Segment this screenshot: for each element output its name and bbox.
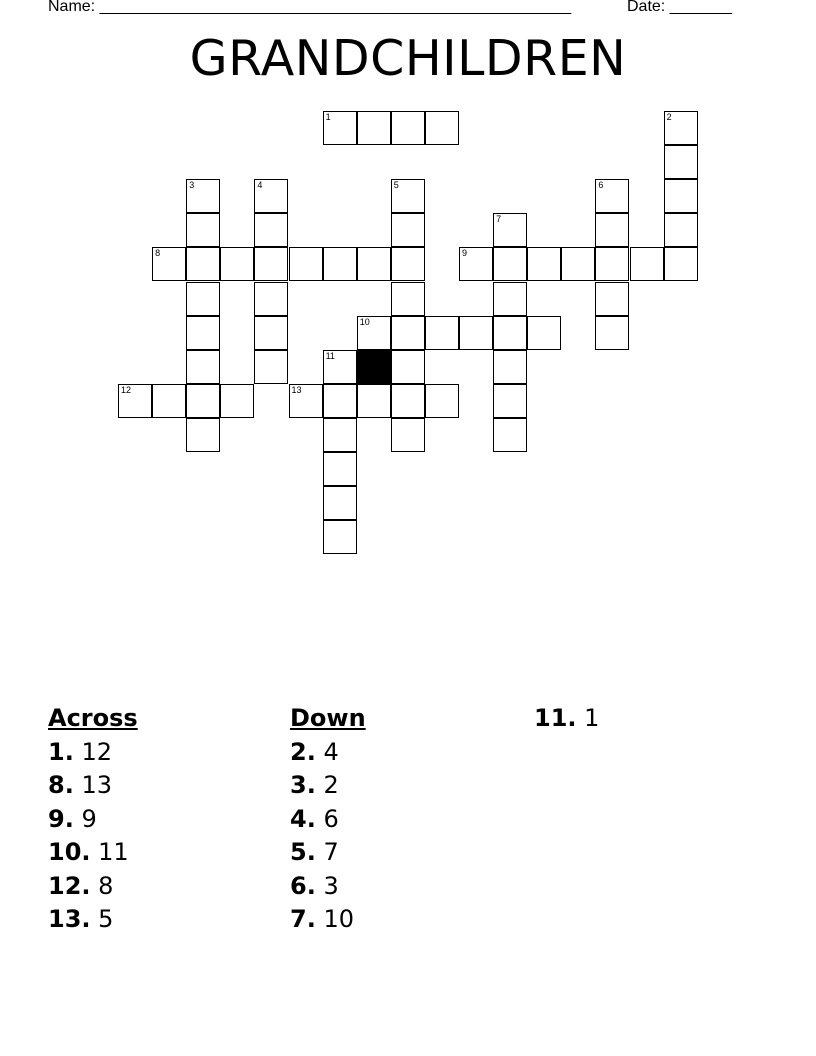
puzzle-title: GRANDCHILDREN — [189, 30, 627, 87]
clue-number: 8. — [48, 771, 74, 800]
grid-cell[interactable] — [323, 486, 357, 520]
grid-cell[interactable] — [391, 350, 425, 384]
cell-number: 7 — [496, 214, 502, 225]
grid-cell[interactable] — [220, 247, 254, 281]
grid-cell[interactable] — [595, 213, 629, 247]
grid-cell[interactable] — [391, 179, 425, 213]
grid-cell[interactable] — [425, 316, 459, 350]
grid-cell[interactable] — [323, 520, 357, 554]
clue-down-5 — [290, 836, 366, 869]
clue-text: 6 — [323, 804, 339, 833]
grid-cell[interactable] — [357, 247, 391, 281]
grid-cell[interactable] — [425, 384, 459, 418]
grid-cell[interactable] — [186, 247, 220, 281]
cell-number: 10 — [359, 316, 370, 327]
name-line: Name: _____________________________________________________ — [48, 0, 572, 15]
clue-text: 5 — [98, 904, 114, 933]
grid-cell[interactable] — [664, 111, 698, 145]
cell-number: 2 — [666, 112, 672, 122]
grid-cell[interactable] — [289, 247, 323, 281]
clue-number: 3. — [290, 771, 316, 800]
grid-cell[interactable] — [357, 316, 391, 350]
grid-cell[interactable] — [289, 384, 323, 418]
grid-cell[interactable] — [664, 145, 698, 179]
grid-cell[interactable] — [323, 350, 357, 384]
grid-cell[interactable] — [254, 316, 288, 350]
grid-cell[interactable] — [186, 316, 220, 350]
clue-text: 11 — [98, 838, 129, 867]
grid-cell[interactable] — [425, 111, 459, 145]
across-clues — [48, 703, 138, 936]
grid-cell[interactable] — [254, 179, 288, 213]
grid-cell[interactable] — [493, 282, 527, 316]
cell-number: 8 — [155, 248, 161, 259]
clue-text: 8 — [98, 871, 114, 900]
clue-down-2 — [290, 736, 366, 769]
grid-cell[interactable] — [664, 213, 698, 247]
grid-cell[interactable] — [254, 350, 288, 384]
clue-text: 1 — [584, 704, 600, 732]
clue-number: 5. — [290, 838, 316, 867]
clue-text: 13 — [81, 771, 113, 800]
cell-number: 1 — [325, 112, 331, 122]
down-heading: Down — [290, 704, 366, 732]
clue-down-4 — [290, 803, 366, 836]
grid-cell[interactable] — [323, 111, 357, 145]
clue-text: 7 — [323, 838, 339, 867]
grid-cell[interactable] — [595, 179, 629, 213]
grid-cell[interactable] — [630, 247, 664, 281]
clue-number: 6. — [290, 871, 316, 900]
clue-text: 3 — [323, 871, 339, 900]
grid-cell[interactable] — [391, 282, 425, 316]
cell-number: 11 — [325, 350, 335, 361]
grid-cell[interactable] — [527, 316, 561, 350]
clue-number: 1. — [48, 738, 74, 766]
clue-text: 12 — [81, 738, 113, 766]
grid-cell[interactable] — [391, 384, 425, 418]
clue-down-7 — [290, 903, 366, 936]
cell-number: 12 — [121, 384, 132, 395]
grid-cell[interactable] — [664, 179, 698, 213]
grid-cell[interactable] — [254, 213, 288, 247]
grid-cell[interactable] — [186, 350, 220, 384]
black-square — [357, 350, 391, 384]
clue-number: 13. — [48, 904, 91, 933]
clue-number: 12. — [48, 871, 91, 900]
grid-cell[interactable] — [527, 247, 561, 281]
date-line: Date: _______ — [627, 0, 732, 15]
clue-down-6 — [290, 870, 366, 903]
grid-cell[interactable] — [595, 247, 629, 281]
grid-cell[interactable] — [493, 247, 527, 281]
grid-cell[interactable] — [664, 247, 698, 281]
grid-cell[interactable] — [391, 316, 425, 350]
grid-cell[interactable] — [186, 282, 220, 316]
cell-number: 9 — [462, 248, 468, 259]
grid-cell[interactable] — [323, 452, 357, 486]
clue-number: 4. — [290, 804, 316, 833]
grid-cell[interactable] — [323, 418, 357, 452]
grid-cell[interactable] — [493, 384, 527, 418]
down-clues — [290, 703, 366, 936]
grid-cell[interactable] — [391, 418, 425, 452]
grid-cell[interactable] — [323, 247, 357, 281]
grid-cell[interactable] — [254, 247, 288, 281]
across-heading: Across — [48, 704, 138, 732]
grid-cell[interactable] — [595, 316, 629, 350]
cell-number: 6 — [598, 180, 604, 191]
grid-cell[interactable] — [357, 384, 391, 418]
grid-cell[interactable] — [186, 384, 220, 418]
grid-cell[interactable] — [561, 247, 595, 281]
grid-cell[interactable] — [493, 418, 527, 452]
grid-cell[interactable] — [152, 247, 186, 281]
clue-number: 2. — [290, 738, 316, 766]
cell-number: 13 — [291, 384, 302, 395]
down-clues-continued — [534, 703, 599, 736]
grid-cell[interactable] — [595, 282, 629, 316]
grid-cell[interactable] — [118, 384, 152, 418]
clue-text: 4 — [323, 738, 339, 766]
clue-down-3 — [290, 769, 366, 802]
grid-cell[interactable] — [220, 384, 254, 418]
grid-cell[interactable] — [186, 179, 220, 213]
grid-cell[interactable] — [459, 247, 493, 281]
grid-cell[interactable] — [493, 316, 527, 350]
grid-cell[interactable] — [493, 213, 527, 247]
grid-cell[interactable] — [391, 111, 425, 145]
clue-across-12 — [48, 870, 138, 903]
clue-across-13 — [48, 903, 138, 936]
clue-across-1 — [48, 736, 138, 769]
grid-cell[interactable] — [459, 316, 493, 350]
clue-text: 2 — [323, 771, 339, 800]
clue-across-9 — [48, 803, 138, 836]
grid-cell[interactable] — [493, 350, 527, 384]
clue-number: 10. — [48, 838, 91, 867]
cell-number: 3 — [189, 180, 195, 191]
clue-number: 9. — [48, 804, 74, 833]
grid-cell[interactable] — [152, 384, 186, 418]
clue-text: 10 — [323, 904, 355, 933]
grid-cell[interactable] — [391, 213, 425, 247]
clue-across-8 — [48, 769, 138, 802]
grid-cell[interactable] — [357, 111, 391, 145]
grid-cell[interactable] — [323, 384, 357, 418]
cell-number: 5 — [393, 180, 399, 191]
grid-cell[interactable] — [254, 282, 288, 316]
grid-cell[interactable] — [186, 418, 220, 452]
clue-across-10 — [48, 836, 138, 869]
cell-number: 4 — [257, 180, 263, 191]
grid-cell[interactable] — [391, 247, 425, 281]
grid-cell[interactable] — [186, 213, 220, 247]
clue-down-11 — [534, 703, 599, 736]
clue-text: 9 — [81, 804, 97, 833]
clue-number: 7. — [290, 904, 316, 933]
clue-number: 11. — [534, 704, 577, 732]
